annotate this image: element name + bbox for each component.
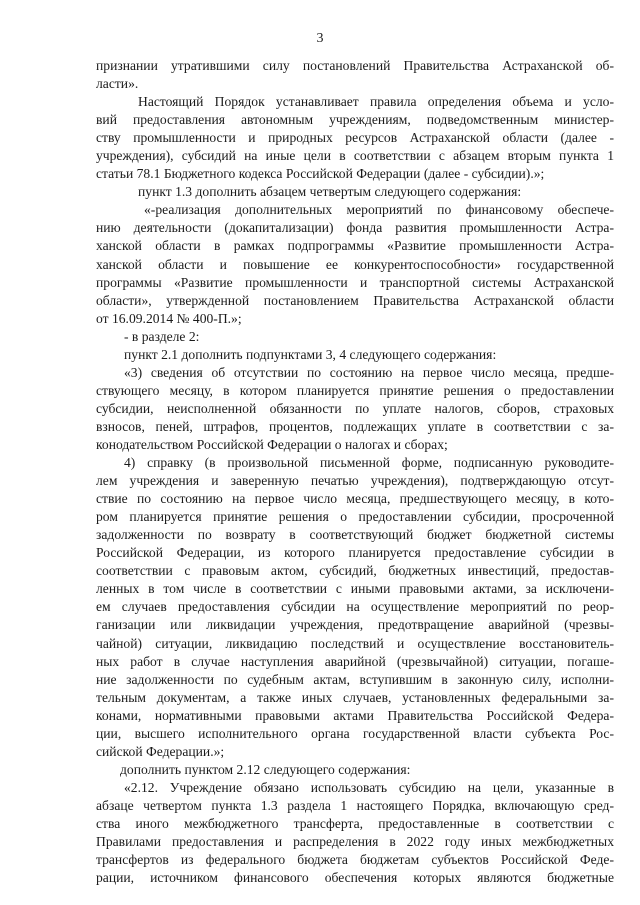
text-line: пункт 2.1 дополнить подпунктами 3, 4 следующего содержания: [124,346,497,362]
text-line: ганизации или ликвидации учреждения, предотвращение аварийной (чрезвы- [96,617,614,633]
text-line: статьи 78.1 Бюджетного кодекса Российской Федерации (далее - субсидии).»; [96,166,545,182]
text-line: от 16.09.2014 № 400-П.»; [96,310,242,326]
text-line: ханской области в рамках подпрограммы «Развитие промышленности Астра- [96,238,614,254]
text-line: рации, источником финансового обеспечения которых являются бюджетные [96,870,614,886]
text-line: - в разделе 2: [124,328,200,344]
text-line: лем учреждения и заверенную печатью учреждения), подтверждающую отсут- [96,473,614,489]
text-line: ханской области и повышение ее конкурентоспособности» государственной [96,256,614,272]
text-line: ние задолженности по судебным актам, вступившим в законную силу, исполни- [96,671,614,687]
text-line: сийской Федерации.»; [96,743,225,759]
text-line: ром планируется принятие решения о предоставлении субсидии, просроченной [96,509,614,525]
text-line: ем случаев предоставления субсидии на осуществление мероприятий по реор- [96,599,614,615]
text-line: ленных в том числе в соответствии с иными правовыми актами, за исключени- [96,581,614,597]
text-line: вий предоставления автономным учреждениям, подведомственным министер- [96,112,614,128]
text-line: ных работ в случае наступления аварийной (чрезвычайной) ситуации, погаше- [96,653,614,669]
text-line: «-реализация дополнительных мероприятий по финансовому обеспече- [144,202,614,218]
text-line: трансфертов из федерального бюджета бюджетам субъектов Российской Феде- [96,852,614,868]
text-line: абзаце четвертом пункта 1.3 раздела 1 настоящего Порядка, включающую сред- [96,797,614,813]
page-number: 3 [316,31,324,46]
text-line: Настоящий Порядок устанавливает правила определения объема и усло- [138,94,614,110]
text-line: учреждения), субсидий на иные цели в соответствии с абзацем вторым пункта 1 [96,148,614,164]
text-line: чайной) ситуации, ликвидацию последствий и осуществление восстановитель- [96,635,614,651]
text-line: 4) справку (в произвольной письменной форме, подписанную руководите- [124,455,614,471]
text-line: ции, высшего исполнительного органа государственной власти субъекта Рос- [96,725,614,741]
text-line: нию деятельности (докапитализации) фонда развития промышленности Астра- [96,220,614,236]
text-line: дополнить пунктом 2.12 следующего содержания: [120,761,411,777]
text-line: Правилами предоставления и распределения в 2022 году иных межбюджетных [96,834,614,850]
text-line: программы «Развитие промышленности и транспортной системы Астраханской [96,274,614,290]
text-line: взносов, пеней, штрафов, процентов, подлежащих уплате в соответствии с за- [96,418,614,434]
document-body [96,57,614,887]
text-line: конами, нормативными правовыми актами Правительства Российской Федера- [96,707,614,723]
text-line: Российской Федерации, из которого планируется предоставление субсидии в [96,545,614,561]
text-line: задолженности по возврату в соответствующий бюджет бюджетной системы [96,527,614,543]
text-line: конодательством Российской Федерации о налогах и сборах; [96,436,448,452]
text-line: ству промышленности и природных ресурсов Астраханской области (далее - [96,130,614,146]
text-line: ствующего месяцу, в котором планируется принятие решения о предоставлении [96,382,614,398]
text-line: признании утратившими силу постановлений Правительства Астраханской об- [96,58,614,73]
text-line: тельным документам, а также иных случаев, установленных федеральными за- [96,689,614,705]
text-line: ства иного межбюджетного трансферта, предоставленные в соответствии с [96,815,614,831]
text-line: пункт 1.3 дополнить абзацем четвертым следующего содержания: [138,184,522,200]
text-line: ствие по состоянию на первое число месяца, предшествующего месяцу, в кото- [96,491,614,507]
text-line: «3) сведения об отсутствии по состоянию на первое число месяца, предше- [124,364,614,380]
text-line: «2.12. Учреждение обязано использовать субсидию на цели, указанные в [124,779,614,795]
text-line: области», утвержденной постановлением Правительства Астраханской области [96,292,614,308]
text-line: ласти». [96,76,139,92]
text-line: субсидии, неисполненной обязанности по уплате налогов, сборов, страховых [96,400,614,416]
text-line: соответствии с правовым актом, субсидий, бюджетных инвестиций, предостав- [96,563,614,579]
